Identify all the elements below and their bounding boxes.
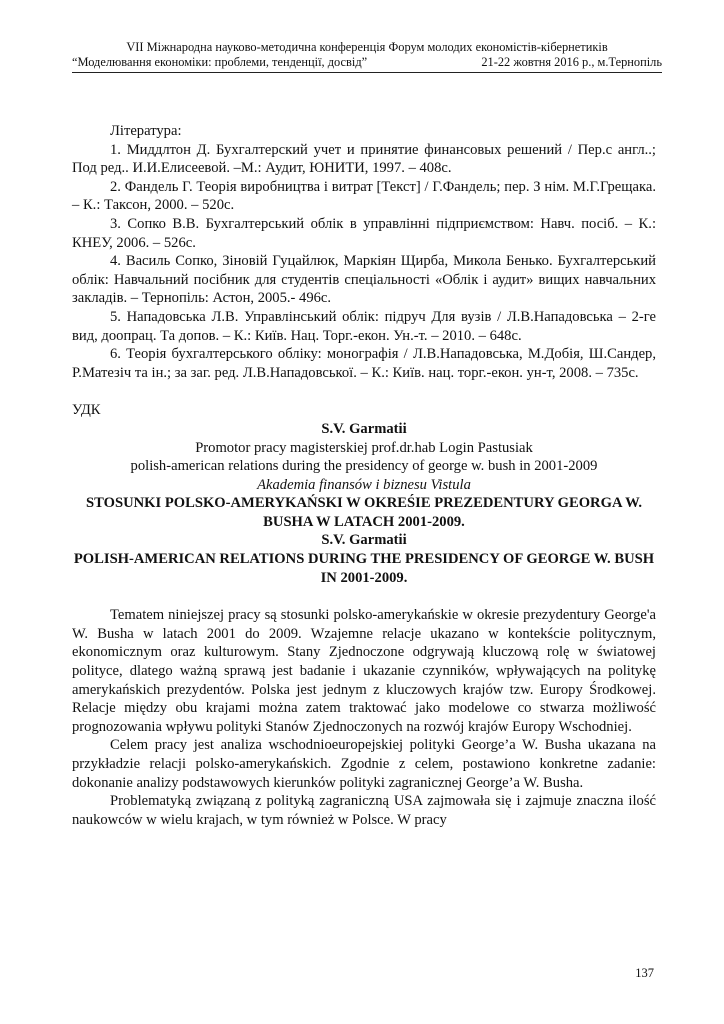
literature-item: 5. Нападовська Л.В. Управлінський облік: підруч Для вузів / Л.В.Нападовська – 2-ге вид, доопрац. Та допов. – К.: Київ. Нац. Торг.-екон. Ун.-т. – 2010. – 648с. — [72, 308, 656, 344]
udk-label: УДК — [72, 402, 101, 419]
literature-item: 6. Теорія бухгалтерського обліку: монографія / Л.В.Нападовська, М.Добія, Ш.Сандер, Р.Матезіч та ін.; за заг. ред. Л.В.Нападовської. – К.: Київ. нац. торг.-екон. ун-т, 2008. – 735с. — [72, 346, 656, 381]
author-name: S.V. Garmatii — [321, 420, 407, 437]
article-title-english: POLISH-AMERICAN RELATIONS DURING THE PRESIDENCY OF GEORGE W. BUSH IN 2001-2009. — [73, 551, 655, 586]
promotor-line: Promotor pracy magisterskiej prof.dr.hab Login Pastusiak — [195, 439, 533, 456]
header-date-place: 21-22 жовтня 2016 р., м.Тернопіль — [481, 55, 662, 69]
body-paragraph: Tematem niniejszej pracy są stosunki polsko-amerykańskie w okresie prezydentury George'a W. Busha w latach 2001 do 2009. Wzajemne relacje ukazano w kontekście politycznym, ekonomicznym oraz kulturowym. Stany Zjednoczone odgrywają kluczową rolę w światowej polityce, dlatego ważną sprawą jest badanie i ukazanie czynników, wpływających na politykę amerykańskich prezydentów. Polska jest jednym z kluczowych krajów tzw. Europy Środkowej. Relacje między obu krajami można zatem traktować jako modelowe co stwarza możliwość prognozowania wpływu polityki Stanów Zjednoczonych na rozwój krajów Europy Wschodniej. — [72, 607, 656, 735]
author-name-repeat: S.V. Garmatii — [321, 532, 407, 549]
body-paragraph: Celem pracy jest analiza wschodnioeuropejskiej polityki George’a W. Busha ukazana na przykładzie relacji polsko-amerykańskich. Zgodnie z celem, postawiono konkretne zadanie: dokonanie analizy podstawowych kierunków polityki zagranicznej George’a W. Busha. — [72, 737, 656, 791]
literature-item: 3. Сопко В.В. Бухгалтерський облік в управлінні підприємством: Навч. посіб. – К.: КНЕУ, 2006. – 526с. — [72, 215, 656, 251]
literature-item: 2. Фандель Г. Теорія виробництва і витрат [Текст] / Г.Фандель; пер. З нім. М.Г.Грещака. – К.: Таксон, 2000. – 520с. — [72, 178, 656, 214]
header-conference-line: VII Міжнародна науково-методична конференція Форум молодих економістів-кібернетиків — [126, 40, 608, 54]
literature-item: 1. Миддлтон Д. Бухгалтерский учет и принятие финансовых решений / Пер.с англ..; Под ред.. И.И.Елисеевой. –М.: Аудит, ЮНИТИ, 1997. – 408с. — [72, 141, 656, 177]
page-content — [72, 122, 656, 829]
body-paragraph: Problematyką związaną z polityką zagraniczną USA zajmowała się i zajmuje znaczna ilość naukowców w wielu krajach, w tym również w Polsce. W pracy — [72, 793, 656, 828]
page-number: 137 — [635, 966, 654, 980]
institution-name: Akademia finansów i biznesu Vistula — [257, 476, 471, 493]
literature-heading: Література: — [110, 123, 182, 139]
running-header — [72, 40, 662, 73]
spacer — [72, 587, 656, 606]
article-title-polish: STOSUNKI POLSKO-AMERYKAŃSKI W OKREŚIE PREZEDENTURY GEORGA W. BUSHA W LATACH 2001-2009. — [86, 495, 642, 530]
header-conference-title: “Моделювання економіки: проблеми, тенденції, досвід” — [72, 55, 368, 69]
header-subtitle-line — [72, 55, 662, 70]
article-subtitle: polish-american relations during the presidency of george w. bush in 2001-2009 — [130, 458, 598, 475]
literature-item: 4. Василь Сопко, Зіновій Гуцайлюк, Маркіян Щирба, Микола Бенько. Бухгалтерський облік: Навчальний посібник для студентів спеціальності «Облік і аудит» вищих навчальних закладів. – Тернопіль: Астон, 2005.- 496с. — [72, 253, 656, 307]
